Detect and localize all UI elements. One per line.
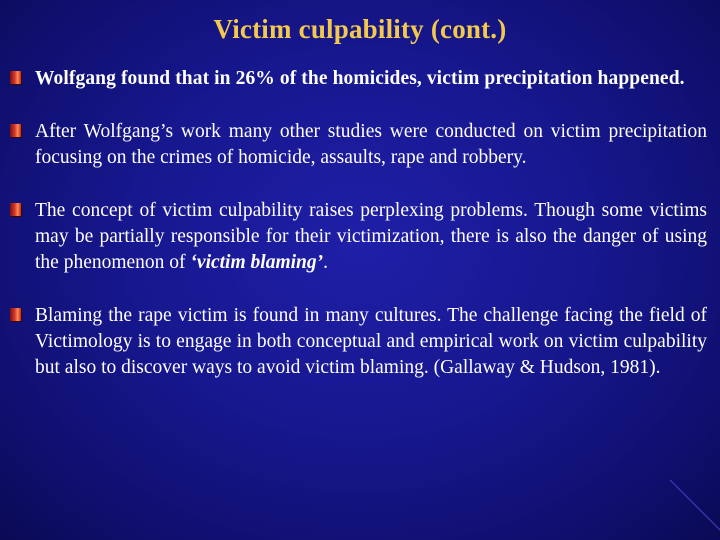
square-bullet-icon bbox=[10, 308, 21, 321]
list-item bbox=[10, 303, 707, 381]
decorative-corner-line bbox=[660, 480, 720, 540]
bullet-text: The concept of victim culpability raises perplexing problems. Though some victims may be partially responsible for their victimization, there is also the danger of using the phenomenon of bbox=[35, 200, 707, 273]
slide-title: Victim culpability (cont.) bbox=[213, 14, 507, 44]
bullet-text-end: . bbox=[323, 252, 328, 273]
square-bullet-icon bbox=[10, 203, 21, 216]
bullet-list bbox=[10, 66, 707, 381]
square-bullet-icon bbox=[10, 124, 21, 137]
bullet-text: Blaming the rape victim is found in many cultures. The challenge facing the field of Victimology is to engage in both conceptual and empirical work on victim culpability but also to discover ways to avoid victim blaming. (Gallaway & Hudson, 1981). bbox=[35, 305, 707, 378]
bullet-text: Wolfgang found that in 26% of the homicides, victim precipitation happened. bbox=[35, 68, 685, 89]
bullet-text: After Wolfgang’s work many other studies were conducted on victim precipitation focusing on the crimes of homicide, assaults, rape and robbery. bbox=[35, 121, 707, 168]
square-bullet-icon bbox=[10, 71, 21, 84]
emphasis-text: ‘victim blaming’ bbox=[190, 252, 324, 273]
list-item bbox=[10, 66, 707, 92]
list-item bbox=[10, 119, 707, 171]
list-item bbox=[10, 198, 707, 276]
